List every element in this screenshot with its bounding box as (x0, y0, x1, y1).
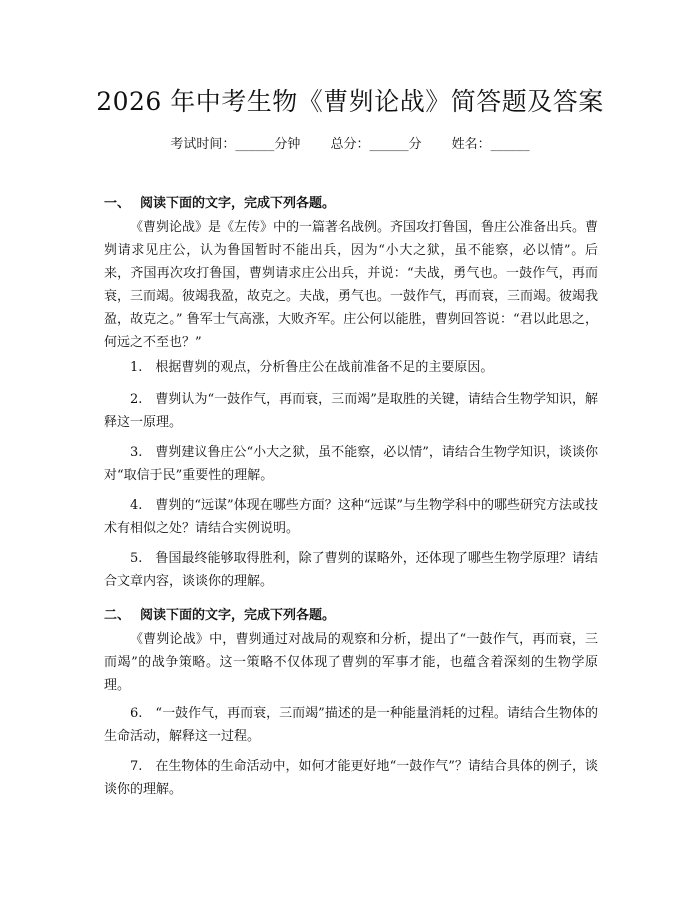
exam-time-field: 考试时间：______分钟 (170, 137, 301, 152)
question-1: 1. 根据曹刿的观点，分析鲁庄公在战前准备不足的主要原因。 (130, 360, 494, 375)
section-number: 一、 (104, 196, 131, 211)
document-title: 2026 年中考生物《曹刿论战》简答题及答案 (96, 87, 604, 116)
exam-meta-line (0, 133, 700, 152)
question-3: 3. 曹刿建议鲁庄公“小大之狱，虽不能察，必以情”，请结合生物学知识，谈谈你对“取信于民”重要性的理解。 (104, 445, 598, 483)
section-2-heading (104, 604, 335, 623)
section-heading-text: 阅读下面的文字，完成下列各题。 (140, 196, 336, 211)
section-1-heading (104, 192, 335, 211)
section-1-passage: 《曹刿论战》是《左传》中的一篇著名战例。齐国攻打鲁国，鲁庄公准备出兵。曹刿请求见庄公，认为鲁国暂时不能出兵，因为“小大之狱，虽不能察，必以情”。后来，齐国再次攻打鲁国，曹刿请求庄公出兵，并说：“夫战，勇气也。一鼓作气，再而衰，三而竭。彼竭我盈，故克之。夫战，勇气也。一鼓作气，再而衰，三而竭。彼竭我盈，故克之。” 鲁军士气高涨，大败齐军。庄公何以能胜，曹刿回答说：“君以此思之，何远之不至也？” (104, 220, 599, 350)
question-2: 2. 曹刿认为“一鼓作气，再而衰，三而竭”是取胜的关键，请结合生物学知识，解释这一原理。 (104, 392, 598, 430)
student-name-field: 姓名：______ (451, 137, 530, 152)
section-2-passage: 《曹刿论战》中，曹刿通过对战局的观察和分析，提出了“一鼓作气，再而衰，三而竭”的战争策略。这一策略不仅体现了曹刿的军事才能，也蕴含着深刻的生物学原理。 (104, 632, 598, 693)
question-7: 7. 在生物体的生命活动中，如何才能更好地“一鼓作气”？请结合具体的例子，谈谈你的理解。 (104, 759, 598, 797)
section-heading-text: 阅读下面的文字，完成下列各题。 (140, 608, 336, 623)
question-6: 6. “一鼓作气，再而衰，三而竭”描述的是一种能量消耗的过程。请结合生物体的生命活动，解释这一过程。 (104, 706, 598, 744)
question-4: 4. 曹刿的“远谋”体现在哪些方面？这种“远谋”与生物学科中的哪些研究方法或技术有相似之处？请结合实例说明。 (104, 498, 598, 536)
section-number: 二、 (104, 608, 131, 623)
question-5: 5. 鲁国最终能够取得胜利，除了曹刿的谋略外，还体现了哪些生物学原理？请结合文章内容，谈谈你的理解。 (104, 551, 598, 589)
total-score-field: 总分：______分 (330, 137, 422, 152)
